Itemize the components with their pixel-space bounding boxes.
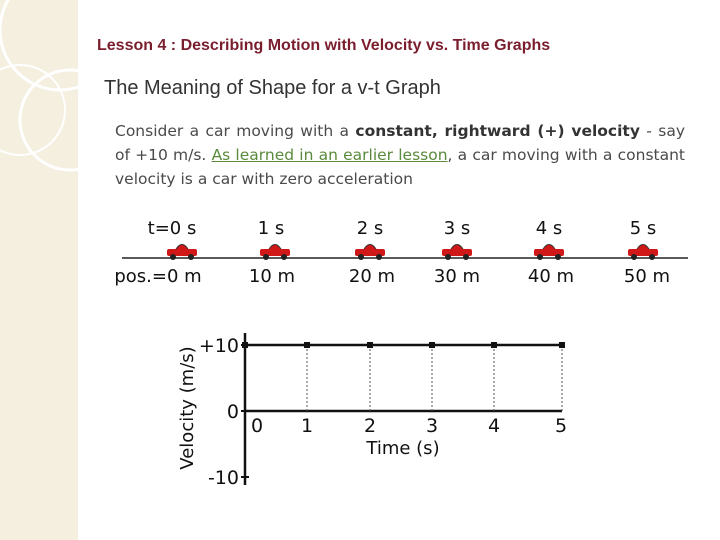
x-tick-label: 2 — [363, 415, 377, 437]
data-point — [491, 342, 497, 348]
y-tick-label: +10 — [198, 335, 239, 357]
body-text-3: , a car moving with a constant velocity is a car with zero acceleration — [115, 146, 685, 188]
y-tick-label: 0 — [226, 401, 239, 423]
time-label: 2 s — [356, 218, 384, 239]
x-tick-label: 5 — [554, 415, 568, 437]
body-bold: constant, rightward (+) velocity — [355, 122, 640, 140]
velocity-time-graph — [177, 333, 567, 489]
time-label: 1 s — [257, 218, 285, 239]
time-label: 5 s — [629, 218, 657, 239]
position-label: 10 m — [248, 266, 296, 287]
motion-diagram — [114, 218, 688, 287]
data-point — [367, 342, 373, 348]
x-tick-label: 4 — [487, 415, 501, 437]
data-point — [429, 342, 435, 348]
time-label: t=0 s — [147, 218, 197, 239]
x-tick-label: 3 — [425, 415, 439, 437]
data-point — [304, 342, 310, 348]
position-label: 50 m — [623, 266, 671, 287]
position-label: 30 m — [433, 266, 481, 287]
slide-title: The Meaning of Shape for a v-t Graph — [104, 77, 441, 99]
earlier-lesson-link[interactable]: As learned in an earlier lesson — [211, 146, 448, 164]
x-axis-label: Time (s) — [366, 438, 440, 459]
body-text-2: - say of +10 m/s. — [115, 122, 686, 164]
x-tick-label: 0 — [250, 415, 264, 437]
y-axis-label: Velocity (m/s) — [177, 346, 198, 470]
position-label: 40 m — [527, 266, 575, 287]
time-label: 4 s — [535, 218, 563, 239]
position-label: pos.=0 m — [114, 266, 202, 287]
y-tick-label: -10 — [207, 467, 239, 489]
position-label: 20 m — [348, 266, 396, 287]
lesson-title: Lesson 4 : Describing Motion with Velocity vs. Time Graphs — [97, 37, 551, 54]
body-text-1: Consider a car moving with a — [115, 122, 356, 140]
time-label: 3 s — [443, 218, 471, 239]
data-point — [559, 342, 565, 348]
x-tick-label: 1 — [300, 415, 314, 437]
